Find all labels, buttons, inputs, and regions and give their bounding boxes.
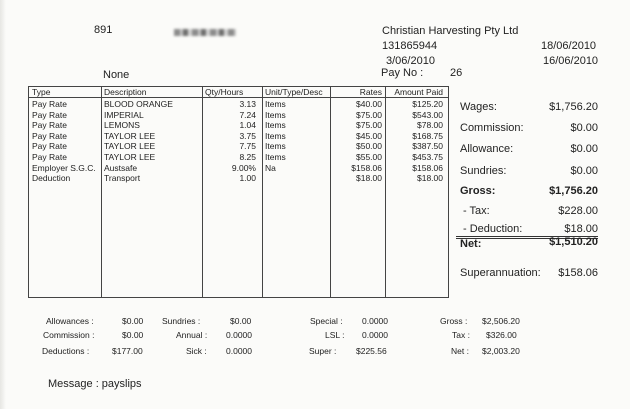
summary-deduction-value: $18.00 bbox=[564, 223, 598, 235]
table-cell-rate: $18.00 bbox=[356, 173, 382, 184]
ytd-annual-value: 0.0000 bbox=[226, 330, 252, 340]
table-cell-unit: Items bbox=[265, 109, 286, 120]
column-divider bbox=[262, 87, 263, 297]
ytd-allowances-label: Allowances : bbox=[46, 316, 94, 326]
ytd-net-value: $2,003.20 bbox=[482, 346, 520, 356]
table-cell-type: Pay Rate bbox=[32, 109, 67, 120]
table-cell-rate: $55.00 bbox=[356, 152, 382, 162]
column-divider bbox=[385, 87, 386, 297]
table-cell-unit: Items bbox=[265, 141, 286, 152]
ytd-tax-value: $326.00 bbox=[486, 330, 517, 340]
ytd-super-value: $225.56 bbox=[356, 346, 387, 356]
table-cell-desc: Austsafe bbox=[104, 162, 138, 173]
period-start: 18/06/2010 bbox=[541, 40, 597, 52]
summary-net-value: $1,510.20 bbox=[549, 236, 598, 248]
summary-gross-label: Gross: bbox=[460, 185, 496, 197]
table-cell-desc: TAYLOR LEE bbox=[104, 152, 156, 162]
ytd-sick-value: 0.0000 bbox=[226, 346, 252, 356]
summary-net-label: Net: bbox=[460, 238, 482, 250]
table-cell-rate: $50.00 bbox=[356, 141, 382, 152]
summary-tax-value: $228.00 bbox=[558, 205, 598, 217]
table-cell-rate: $45.00 bbox=[356, 130, 382, 141]
summary-commission-label: Commission: bbox=[460, 122, 524, 134]
ytd-special-value: 0.0000 bbox=[362, 316, 388, 326]
table-cell-unit: Items bbox=[265, 99, 286, 109]
table-cell-desc: LEMONS bbox=[104, 120, 140, 131]
ytd-tax-label: Tax : bbox=[452, 330, 470, 340]
table-cell-type: Pay Rate bbox=[32, 120, 67, 131]
table-cell-qty: 1.04 bbox=[239, 120, 256, 131]
table-cell-qty: 9.00% bbox=[231, 162, 256, 173]
summary-wages-value: $1,756.20 bbox=[549, 101, 598, 113]
table-cell-rate: $40.00 bbox=[356, 99, 382, 109]
summary-allowance-value: $0.00 bbox=[570, 143, 598, 155]
table-cell-type: Pay Rate bbox=[32, 99, 67, 109]
summary-gross-value: $1,756.20 bbox=[549, 185, 598, 197]
table-cell-desc: BLOOD ORANGE bbox=[104, 99, 173, 109]
redacted-employee-name bbox=[174, 29, 236, 36]
pay-no-label: Pay No : bbox=[381, 67, 424, 79]
summary-super-value: $158.06 bbox=[558, 267, 598, 279]
table-cell-unit: Items bbox=[265, 130, 286, 141]
table-cell-amount: $18.00 bbox=[417, 173, 443, 184]
ytd-commission-label: Commission : bbox=[43, 330, 95, 340]
ytd-sundries-value: $0.00 bbox=[230, 316, 252, 326]
table-column-header: Description bbox=[104, 87, 147, 97]
ytd-sundries-label: Sundries : bbox=[162, 316, 201, 326]
table-cell-unit: Na bbox=[265, 162, 276, 173]
date-paid: 3/06/2010 bbox=[386, 55, 435, 67]
summary-sundries-value: $0.00 bbox=[570, 165, 598, 177]
table-cell-desc: IMPERIAL bbox=[104, 109, 144, 120]
ytd-deductions-label: Deductions : bbox=[42, 346, 90, 356]
table-cell-type: Deduction bbox=[32, 173, 71, 184]
ytd-annual-label: Annual : bbox=[176, 330, 208, 340]
ytd-gross-value: $2,506.20 bbox=[482, 316, 520, 326]
table-cell-desc: TAYLOR LEE bbox=[104, 141, 156, 152]
ytd-gross-label: Gross : bbox=[440, 316, 468, 326]
ytd-allowances-value: $0.00 bbox=[122, 316, 144, 326]
table-cell-amount: $78.00 bbox=[417, 120, 443, 131]
table-cell-amount: $125.20 bbox=[412, 99, 443, 109]
ytd-lsl-value: 0.0000 bbox=[362, 330, 388, 340]
table-cell-desc: Transport bbox=[104, 173, 141, 184]
table-cell-type: Pay Rate bbox=[32, 152, 67, 162]
employee-number: 891 bbox=[94, 24, 113, 36]
summary-super-label: Superannuation: bbox=[460, 267, 541, 279]
table-cell-amount: $543.00 bbox=[412, 109, 443, 120]
summary-wages-label: Wages: bbox=[460, 101, 497, 113]
table-cell-unit: Items bbox=[265, 120, 286, 131]
header-note: None bbox=[103, 69, 130, 81]
pay-no-value: 26 bbox=[450, 67, 463, 79]
ytd-super-label: Super : bbox=[309, 346, 337, 356]
table-cell-amount: $387.50 bbox=[412, 141, 443, 152]
column-divider bbox=[202, 87, 203, 297]
summary-sundries-label: Sundries: bbox=[460, 165, 507, 177]
summary-commission-value: $0.00 bbox=[570, 122, 598, 134]
table-cell-rate: $75.00 bbox=[356, 120, 382, 131]
payslip-message: Message : payslips bbox=[48, 378, 142, 390]
summary-deduction-label: - Deduction: bbox=[463, 223, 523, 235]
table-cell-desc: TAYLOR LEE bbox=[104, 130, 156, 141]
page-edge-shadow bbox=[0, 0, 6, 409]
table-cell-qty: 3.75 bbox=[239, 130, 256, 141]
table-cell-rate: $158.06 bbox=[351, 162, 382, 173]
column-divider bbox=[330, 87, 331, 297]
table-cell-qty: 7.24 bbox=[239, 109, 256, 120]
table-cell-qty: 7.75 bbox=[239, 141, 256, 152]
table-cell-amount: $158.06 bbox=[412, 162, 443, 173]
table-column-header: Amount Paid bbox=[394, 87, 443, 97]
table-cell-type: Pay Rate bbox=[32, 141, 67, 152]
company-abn: 131865944 bbox=[382, 40, 438, 52]
ytd-lsl-label: LSL : bbox=[325, 330, 345, 340]
summary-tax-label: - Tax: bbox=[463, 205, 490, 217]
table-column-header: Type bbox=[32, 87, 51, 97]
table-cell-amount: $453.75 bbox=[412, 152, 443, 162]
table-cell-qty: 3.13 bbox=[239, 99, 256, 109]
ytd-sick-label: Sick : bbox=[186, 346, 207, 356]
table-cell-type: Pay Rate bbox=[32, 130, 67, 141]
period-end: 16/06/2010 bbox=[543, 55, 599, 67]
table-cell-amount: $168.75 bbox=[412, 130, 443, 141]
table-cell-qty: 1.00 bbox=[239, 173, 256, 184]
table-column-header: Qty/Hours bbox=[205, 87, 244, 97]
table-cell-qty: 8.25 bbox=[239, 152, 256, 162]
table-column-header: Unit/Type/Desc bbox=[265, 87, 323, 97]
company-name: Christian Harvesting Pty Ltd bbox=[382, 25, 519, 37]
table-cell-unit: Items bbox=[265, 152, 286, 162]
pay-items-table bbox=[28, 86, 449, 298]
summary-allowance-label: Allowance: bbox=[460, 143, 514, 155]
table-column-header: Rates bbox=[359, 87, 382, 97]
ytd-deductions-value: $177.00 bbox=[112, 346, 143, 356]
table-cell-type: Employer S.G.C. bbox=[32, 162, 96, 173]
table-cell-rate: $75.00 bbox=[356, 109, 382, 120]
ytd-net-label: Net : bbox=[451, 346, 469, 356]
ytd-commission-value: $0.00 bbox=[122, 330, 144, 340]
column-divider bbox=[101, 87, 102, 297]
ytd-special-label: Special : bbox=[310, 316, 343, 326]
